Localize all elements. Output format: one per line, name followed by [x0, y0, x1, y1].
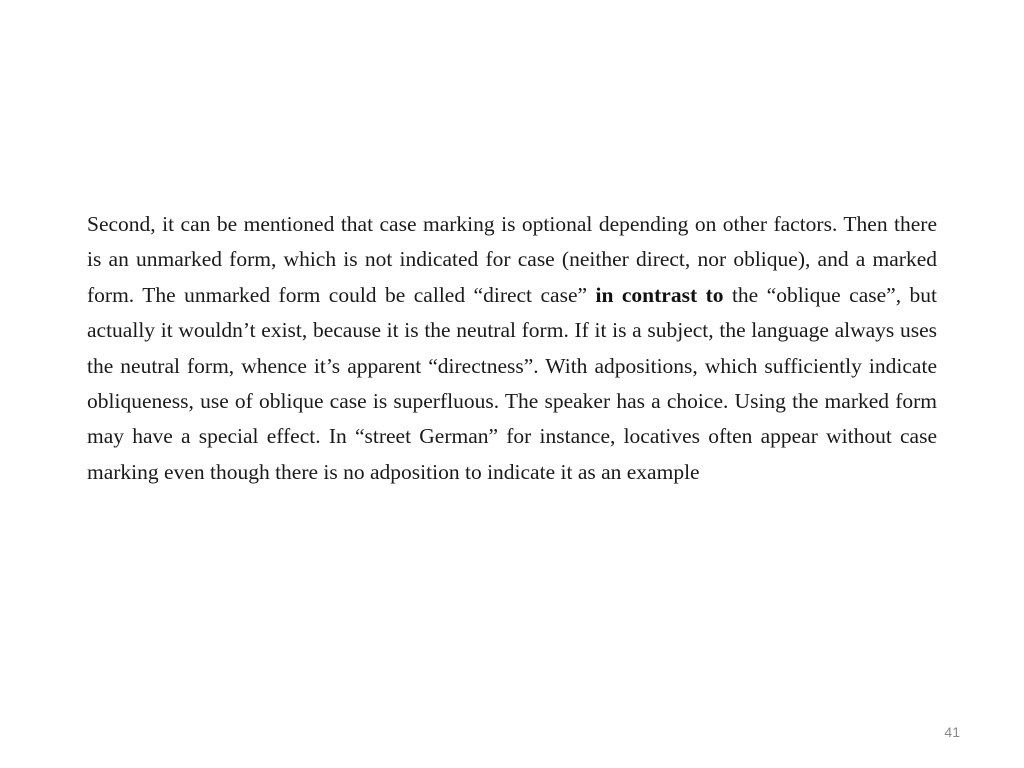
emphasis-in-contrast-to: in contrast to [595, 282, 724, 307]
body-paragraph [87, 207, 937, 490]
page-number: 41 [944, 724, 960, 740]
paragraph-text-before-emphasis: Second, it can be mentioned that case marking is optional depending on other factors. Then there is an unmarked form, which is not indicated for case (neither direct, nor oblique), and a marked form. The unmarked form could be called “direct case” [87, 212, 937, 307]
paragraph-text-after-emphasis: the “oblique case”, but actually it wouldn’t exist, because it is the neutral form. If it is a subject, the language always uses the neutral form, whence it’s apparent “directness”. With adpositions, which sufficiently indicate obliqueness, use of oblique case is superfluous. The speaker has a choice. Using the marked form may have a special effect. In “street German” for instance, locatives often appear without case marking even though there is no adposition to indicate it as an example [87, 282, 937, 484]
